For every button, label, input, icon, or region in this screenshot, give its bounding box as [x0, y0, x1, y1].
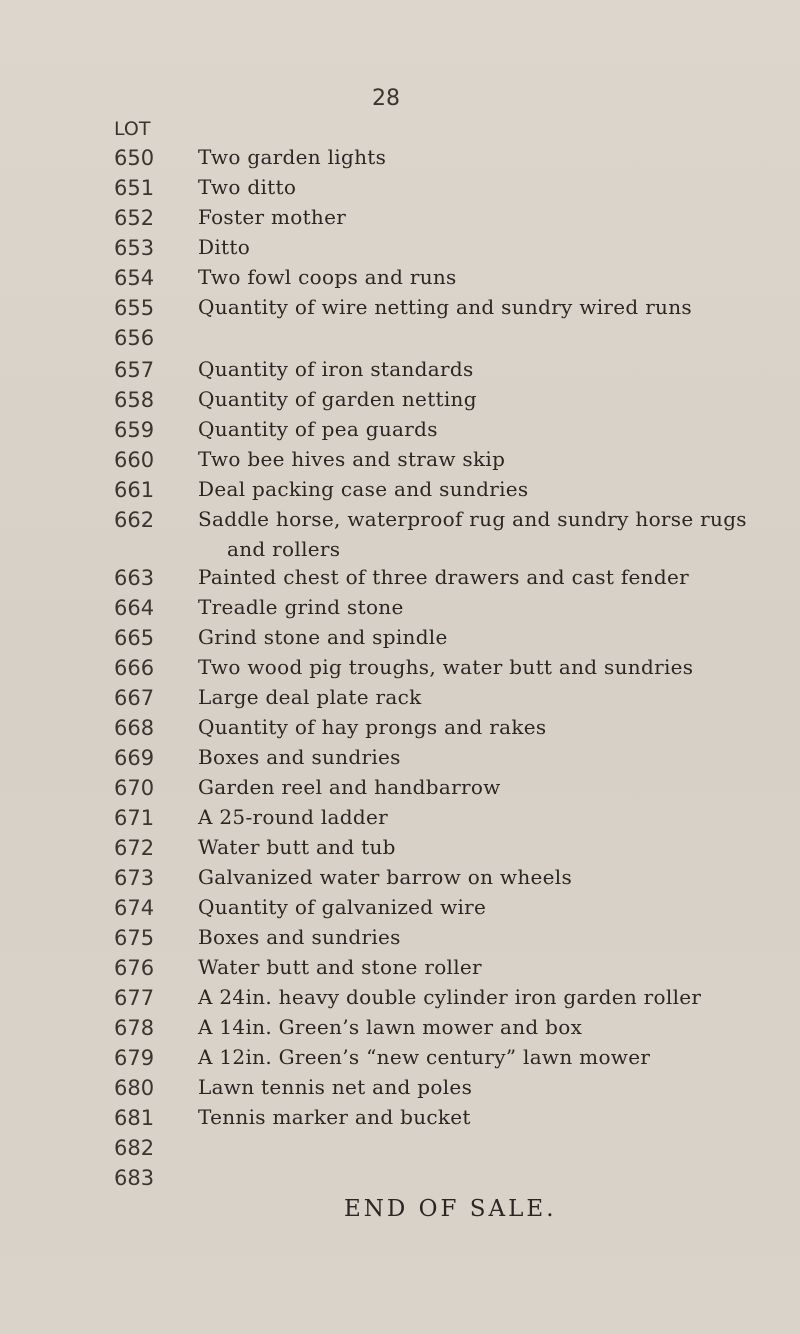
lot-description: A 25-round ladder: [198, 805, 388, 829]
lot-description: Quantity of hay prongs and rakes: [198, 715, 547, 739]
lot-number: 674: [114, 896, 155, 920]
lot-description: Grind stone and spindle: [198, 625, 448, 649]
lot-description: Lawn tennis net and poles: [198, 1075, 473, 1099]
lot-description: A 14in. Green’s lawn mower and box: [198, 1015, 583, 1039]
lot-description: Saddle horse, waterproof rug and sundry horse rugs: [198, 507, 747, 531]
lot-number: 657: [114, 358, 155, 382]
lot-number: 673: [114, 866, 155, 890]
lot-number: 655: [114, 296, 155, 320]
lot-description: Galvanized water barrow on wheels: [198, 865, 573, 889]
lot-number: 658: [114, 388, 155, 412]
lot-number: 683: [114, 1166, 155, 1190]
lot-number: 656: [114, 326, 155, 350]
lot-number: 663: [114, 566, 155, 590]
lot-description: Quantity of galvanized wire: [198, 895, 487, 919]
lot-number: 682: [114, 1136, 155, 1160]
lot-description: Water butt and tub: [198, 835, 396, 859]
lot-description: Boxes and sundries: [198, 745, 401, 769]
page-number: 28: [372, 86, 400, 111]
lot-number: 654: [114, 266, 155, 290]
lot-description: A 24in. heavy double cylinder iron garden roller: [198, 985, 702, 1009]
lot-number: 662: [114, 508, 155, 532]
lot-number: 665: [114, 626, 155, 650]
lot-description: A 12in. Green’s “new century” lawn mower: [198, 1045, 651, 1069]
lot-description: Painted chest of three drawers and cast fender: [198, 565, 689, 589]
lot-description: Boxes and sundries: [198, 925, 401, 949]
lot-description: Quantity of iron standards: [198, 357, 474, 381]
lot-description: Garden reel and handbarrow: [198, 775, 501, 799]
lot-number: 670: [114, 776, 155, 800]
lot-number: 676: [114, 956, 155, 980]
lot-description: Two bee hives and straw skip: [198, 447, 506, 471]
lot-number: 664: [114, 596, 155, 620]
lot-number: 650: [114, 146, 155, 170]
lot-description: Quantity of pea guards: [198, 417, 438, 441]
lot-number: 669: [114, 746, 155, 770]
lot-number: 652: [114, 206, 155, 230]
lot-description: Water butt and stone roller: [198, 955, 482, 979]
lot-description: Large deal plate rack: [198, 685, 422, 709]
lot-description: Two wood pig troughs, water butt and sundries: [198, 655, 694, 679]
lot-description: Treadle grind stone: [198, 595, 404, 619]
lot-number: 661: [114, 478, 155, 502]
lot-description-continuation: and rollers: [227, 537, 341, 561]
lot-number: 678: [114, 1016, 155, 1040]
lot-column-header: LOT: [114, 118, 151, 140]
lot-description: Quantity of wire netting and sundry wired runs: [198, 295, 692, 319]
lot-number: 679: [114, 1046, 155, 1070]
lot-description: Foster mother: [198, 205, 347, 229]
lot-description: Tennis marker and bucket: [198, 1105, 471, 1129]
lot-number: 671: [114, 806, 155, 830]
lot-number: 680: [114, 1076, 155, 1100]
lot-description: Quantity of garden netting: [198, 387, 477, 411]
lot-description: Deal packing case and sundries: [198, 477, 529, 501]
lot-number: 659: [114, 418, 155, 442]
end-of-sale-text: END OF SALE.: [344, 1196, 557, 1222]
lot-description: Ditto: [198, 235, 251, 259]
lot-number: 668: [114, 716, 155, 740]
lot-number: 667: [114, 686, 155, 710]
lot-number: 677: [114, 986, 155, 1010]
lot-number: 675: [114, 926, 155, 950]
lot-number: 666: [114, 656, 155, 680]
lot-description: Two garden lights: [198, 145, 387, 169]
lot-number: 672: [114, 836, 155, 860]
lot-number: 651: [114, 176, 155, 200]
lot-description: Two fowl coops and runs: [198, 265, 457, 289]
lot-number: 660: [114, 448, 155, 472]
lot-number: 681: [114, 1106, 155, 1130]
lot-number: 653: [114, 236, 155, 260]
lot-description: Two ditto: [198, 175, 297, 199]
